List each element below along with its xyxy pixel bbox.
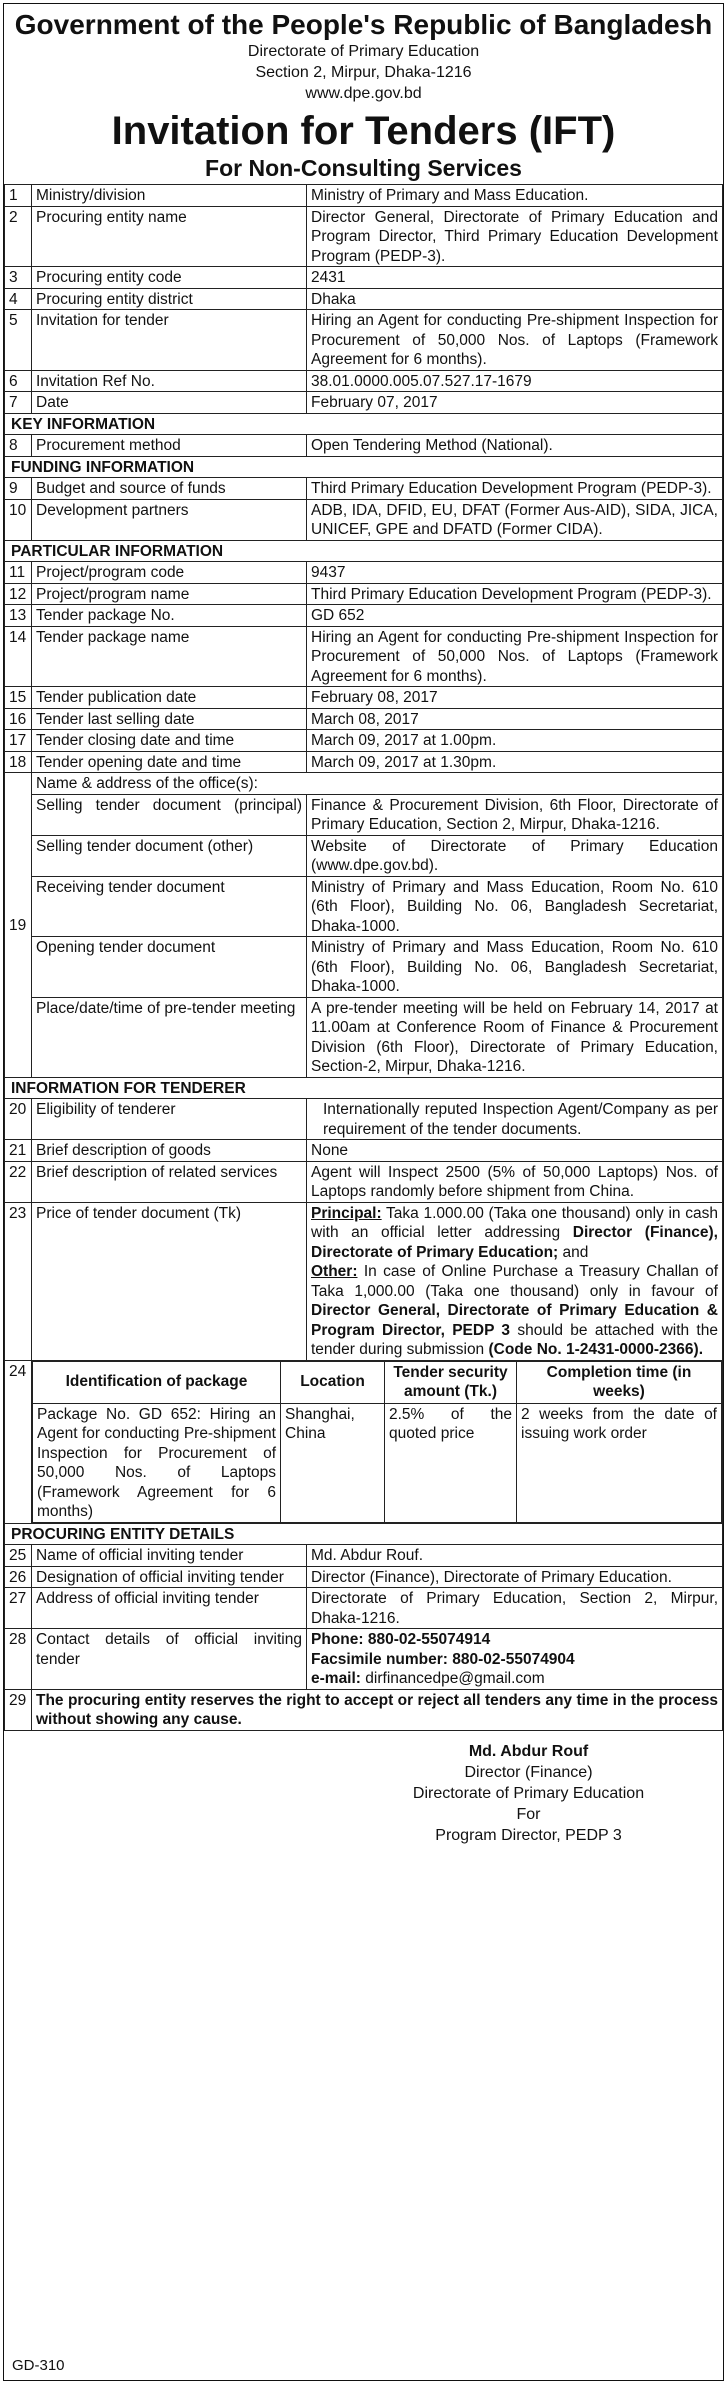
package-table-header: Identification of package Location Tender security amount (Tk.) Completion time (in weeks) xyxy=(33,1361,722,1403)
section-funding-information: FUNDING INFORMATION xyxy=(5,456,723,478)
row-12: 12 Project/program name Third Primary Education Development Program (PEDP-3). xyxy=(5,583,723,605)
row-19-receiving: Receiving tender document Ministry of Primary and Mass Education, Room No. 610 (6th Floor), Building No. 06, Bangladesh Secretariat, Dhaka-1000. xyxy=(5,876,723,937)
row-19-pre-tender-meeting: Place/date/time of pre-tender meeting A pre-tender meeting will be held on February 14, 2017 at 11.00am at Conference Room of Finance & Procurement Division (6th Floor), Directorate of Primary Education, Section-2, Mirpur, Dhaka-1216. xyxy=(5,997,723,1077)
row-1: 1 Ministry/division Ministry of Primary and Mass Education. xyxy=(5,185,723,207)
row-11: 11 Project/program code 9437 xyxy=(5,562,723,584)
row-15: 15 Tender publication date February 08, 2017 xyxy=(5,687,723,709)
row-18: 18 Tender opening date and time March 09, 2017 at 1.30pm. xyxy=(5,751,723,773)
package-table-row: Package No. GD 652: Hiring an Agent for conducting Pre-shipment Inspection for Procurement of 50,000 Nos. of Laptops (Framework Agreement for 6 months) Shanghai, China 2.5% of the quoted price 2 weeks from the date of issuing work order xyxy=(33,1403,722,1522)
section-information-for-tenderer: INFORMATION FOR TENDERER xyxy=(5,1077,723,1099)
section-particular-information: PARTICULAR INFORMATION xyxy=(5,540,723,562)
fax-number: 880-02-55074904 xyxy=(452,1650,575,1668)
signatory-for: For xyxy=(516,1805,541,1823)
row-28: 28 Contact details of official inviting tender Phone: 880-02-55074914 Facsimile number: 880-02-55074904 e-mail: dirfinancedpe@gmail.com xyxy=(5,1629,723,1690)
package-table xyxy=(32,1361,722,1523)
row-20: 20 Eligibility of tenderer Internationally reputed Inspection Agent/Company as per requirement of the tender documents. xyxy=(5,1099,723,1140)
row-7: 7 Date February 07, 2017 xyxy=(5,392,723,414)
row-19-opening: Opening tender document Ministry of Primary and Mass Education, Room No. 610 (6th Floor), Building No. 06, Bangladesh Secretariat, Dhaka-1000. xyxy=(5,937,723,998)
notice-title: Invitation for Tenders (IFT) xyxy=(111,109,616,153)
row-19-selling-other: Selling tender document (other) Website of Directorate of Primary Education (www.dpe.gov.bd). xyxy=(5,835,723,876)
row-23: 23 Price of tender document (Tk) Principal: Taka 1.000.00 (Taka one thousand) only in cash with an official letter addressing Director (Finance), Directorate of Primary Education; and Other: In case of Online Purchase a Treasury Challan of Taka 1,000.00 (Taka one thousand) only in favour of Director General, Directorate of Primary Education & Program Director, PEDP 3 should be attached with the tender during submission (Code No. 1-2431-0000-2366). xyxy=(5,1202,723,1360)
row-14: 14 Tender package name Hiring an Agent for conducting Pre-shipment Inspection for Procurement of 50,000 Nos. of Laptops (Framework Agreement for 6 months). xyxy=(5,626,723,687)
row-26: 26 Designation of official inviting tender Director (Finance), Directorate of Primary Education. xyxy=(5,1566,723,1588)
signatory-name: Md. Abdur Rouf xyxy=(468,1742,589,1760)
tender-price-detail: Principal: Taka 1.000.00 (Taka one thousand) only in cash with an official letter addressing Director (Finance), Directorate of Primary Education; and Other: In case of Online Purchase a Treasury Challan of Taka 1,000.00 (Taka one thousand) only in favour of Director General, Directorate of Primary Education & Program Director, PEDP 3 should be attached with the tender during submission (Code No. 1-2431-0000-2366). xyxy=(307,1202,723,1360)
notice-subtitle: For Non-Consulting Services xyxy=(205,155,522,181)
signatory-title: Director (Finance) xyxy=(464,1763,593,1781)
row-5: 5 Invitation for tender Hiring an Agent for conducting Pre-shipment Inspection for Procurement of 50,000 Nos. of Laptops (Framework Agreement for 6 months). xyxy=(5,310,723,371)
row-22: 22 Brief description of related services Agent will Inspect 2500 (5% of 50,000 Laptops) Nos. of Laptops randomly before shipment from China. xyxy=(5,1161,723,1202)
footer-code: GD-310 xyxy=(12,2357,65,2374)
row-13: 13 Tender package No. GD 652 xyxy=(5,605,723,627)
email-link[interactable]: dirfinancedpe@gmail.com xyxy=(365,1670,545,1687)
signature-block xyxy=(334,1731,723,1846)
row-9: 9 Budget and source of funds Third Primary Education Development Program (PEDP-3). xyxy=(5,478,723,500)
row-4: 4 Procuring entity district Dhaka xyxy=(5,288,723,310)
row-29: 29 The procuring entity reserves the right to accept or reject all tenders any time in the process without showing any cause. xyxy=(5,1689,723,1730)
row-10: 10 Development partners ADB, IDA, DFID, EU, DFAT (Former Aus-AID), SIDA, JICA, UNICEF, GPE and DFATD (Former CIDA). xyxy=(5,499,723,540)
section-key-information: KEY INFORMATION xyxy=(5,413,723,435)
row-27: 27 Address of official inviting tender Directorate of Primary Education, Section 2, Mirpur, Dhaka-1216. xyxy=(5,1588,723,1629)
row-19-heading: 19 Name & address of the office(s): xyxy=(5,773,723,795)
directorate-address: Section 2, Mirpur, Dhaka-1216 xyxy=(255,64,472,81)
header xyxy=(4,4,723,182)
contact-details: Phone: 880-02-55074914 Facsimile number: 880-02-55074904 e-mail: dirfinancedpe@gmail.com xyxy=(307,1629,723,1690)
row-6: 6 Invitation Ref No. 38.01.0000.005.07.527.17-1679 xyxy=(5,370,723,392)
row-8: 8 Procurement method Open Tendering Method (National). xyxy=(5,435,723,457)
row-21: 21 Brief description of goods None xyxy=(5,1140,723,1162)
website-link[interactable]: www.dpe.gov.bd xyxy=(305,85,422,102)
row-3: 3 Procuring entity code 2431 xyxy=(5,267,723,289)
signatory-program: Program Director, PEDP 3 xyxy=(435,1826,622,1844)
ift-table xyxy=(4,184,723,1731)
row-24: 24 Identification of package Location Tender security amount (Tk.) Completion time (in weeks) Package No. GD 652: Hiring an Agent for conducting Pre-shipment Inspection for Procurement of 50,000 Nos. of Laptops (Framework Agreement for 6 months) Shanghai, China 2.5% of the quoted price 2 weeks from the date of issuing work order xyxy=(5,1360,723,1523)
section-procuring-entity-details: PROCURING ENTITY DETAILS xyxy=(5,1523,723,1545)
row-25: 25 Name of official inviting tender Md. Abdur Rouf. xyxy=(5,1545,723,1567)
phone-number: 880-02-55074914 xyxy=(367,1631,491,1648)
row-16: 16 Tender last selling date March 08, 2017 xyxy=(5,708,723,730)
directorate-name: Directorate of Primary Education xyxy=(247,43,480,60)
row-19-selling-principal: Selling tender document (principal) Finance & Procurement Division, 6th Floor, Directorate of Primary Education, Section 2, Mirpur, Dhaka-1216. xyxy=(5,794,723,835)
signatory-org: Directorate of Primary Education xyxy=(412,1784,645,1802)
tender-notice xyxy=(3,3,724,2381)
row-17: 17 Tender closing date and time March 09, 2017 at 1.00pm. xyxy=(5,730,723,752)
row-2: 2 Procuring entity name Director General, Directorate of Primary Education and Program Director, Third Primary Education Development Program (PEDP-3). xyxy=(5,206,723,267)
government-title: Government of the People's Republic of Bangladesh xyxy=(14,9,713,40)
